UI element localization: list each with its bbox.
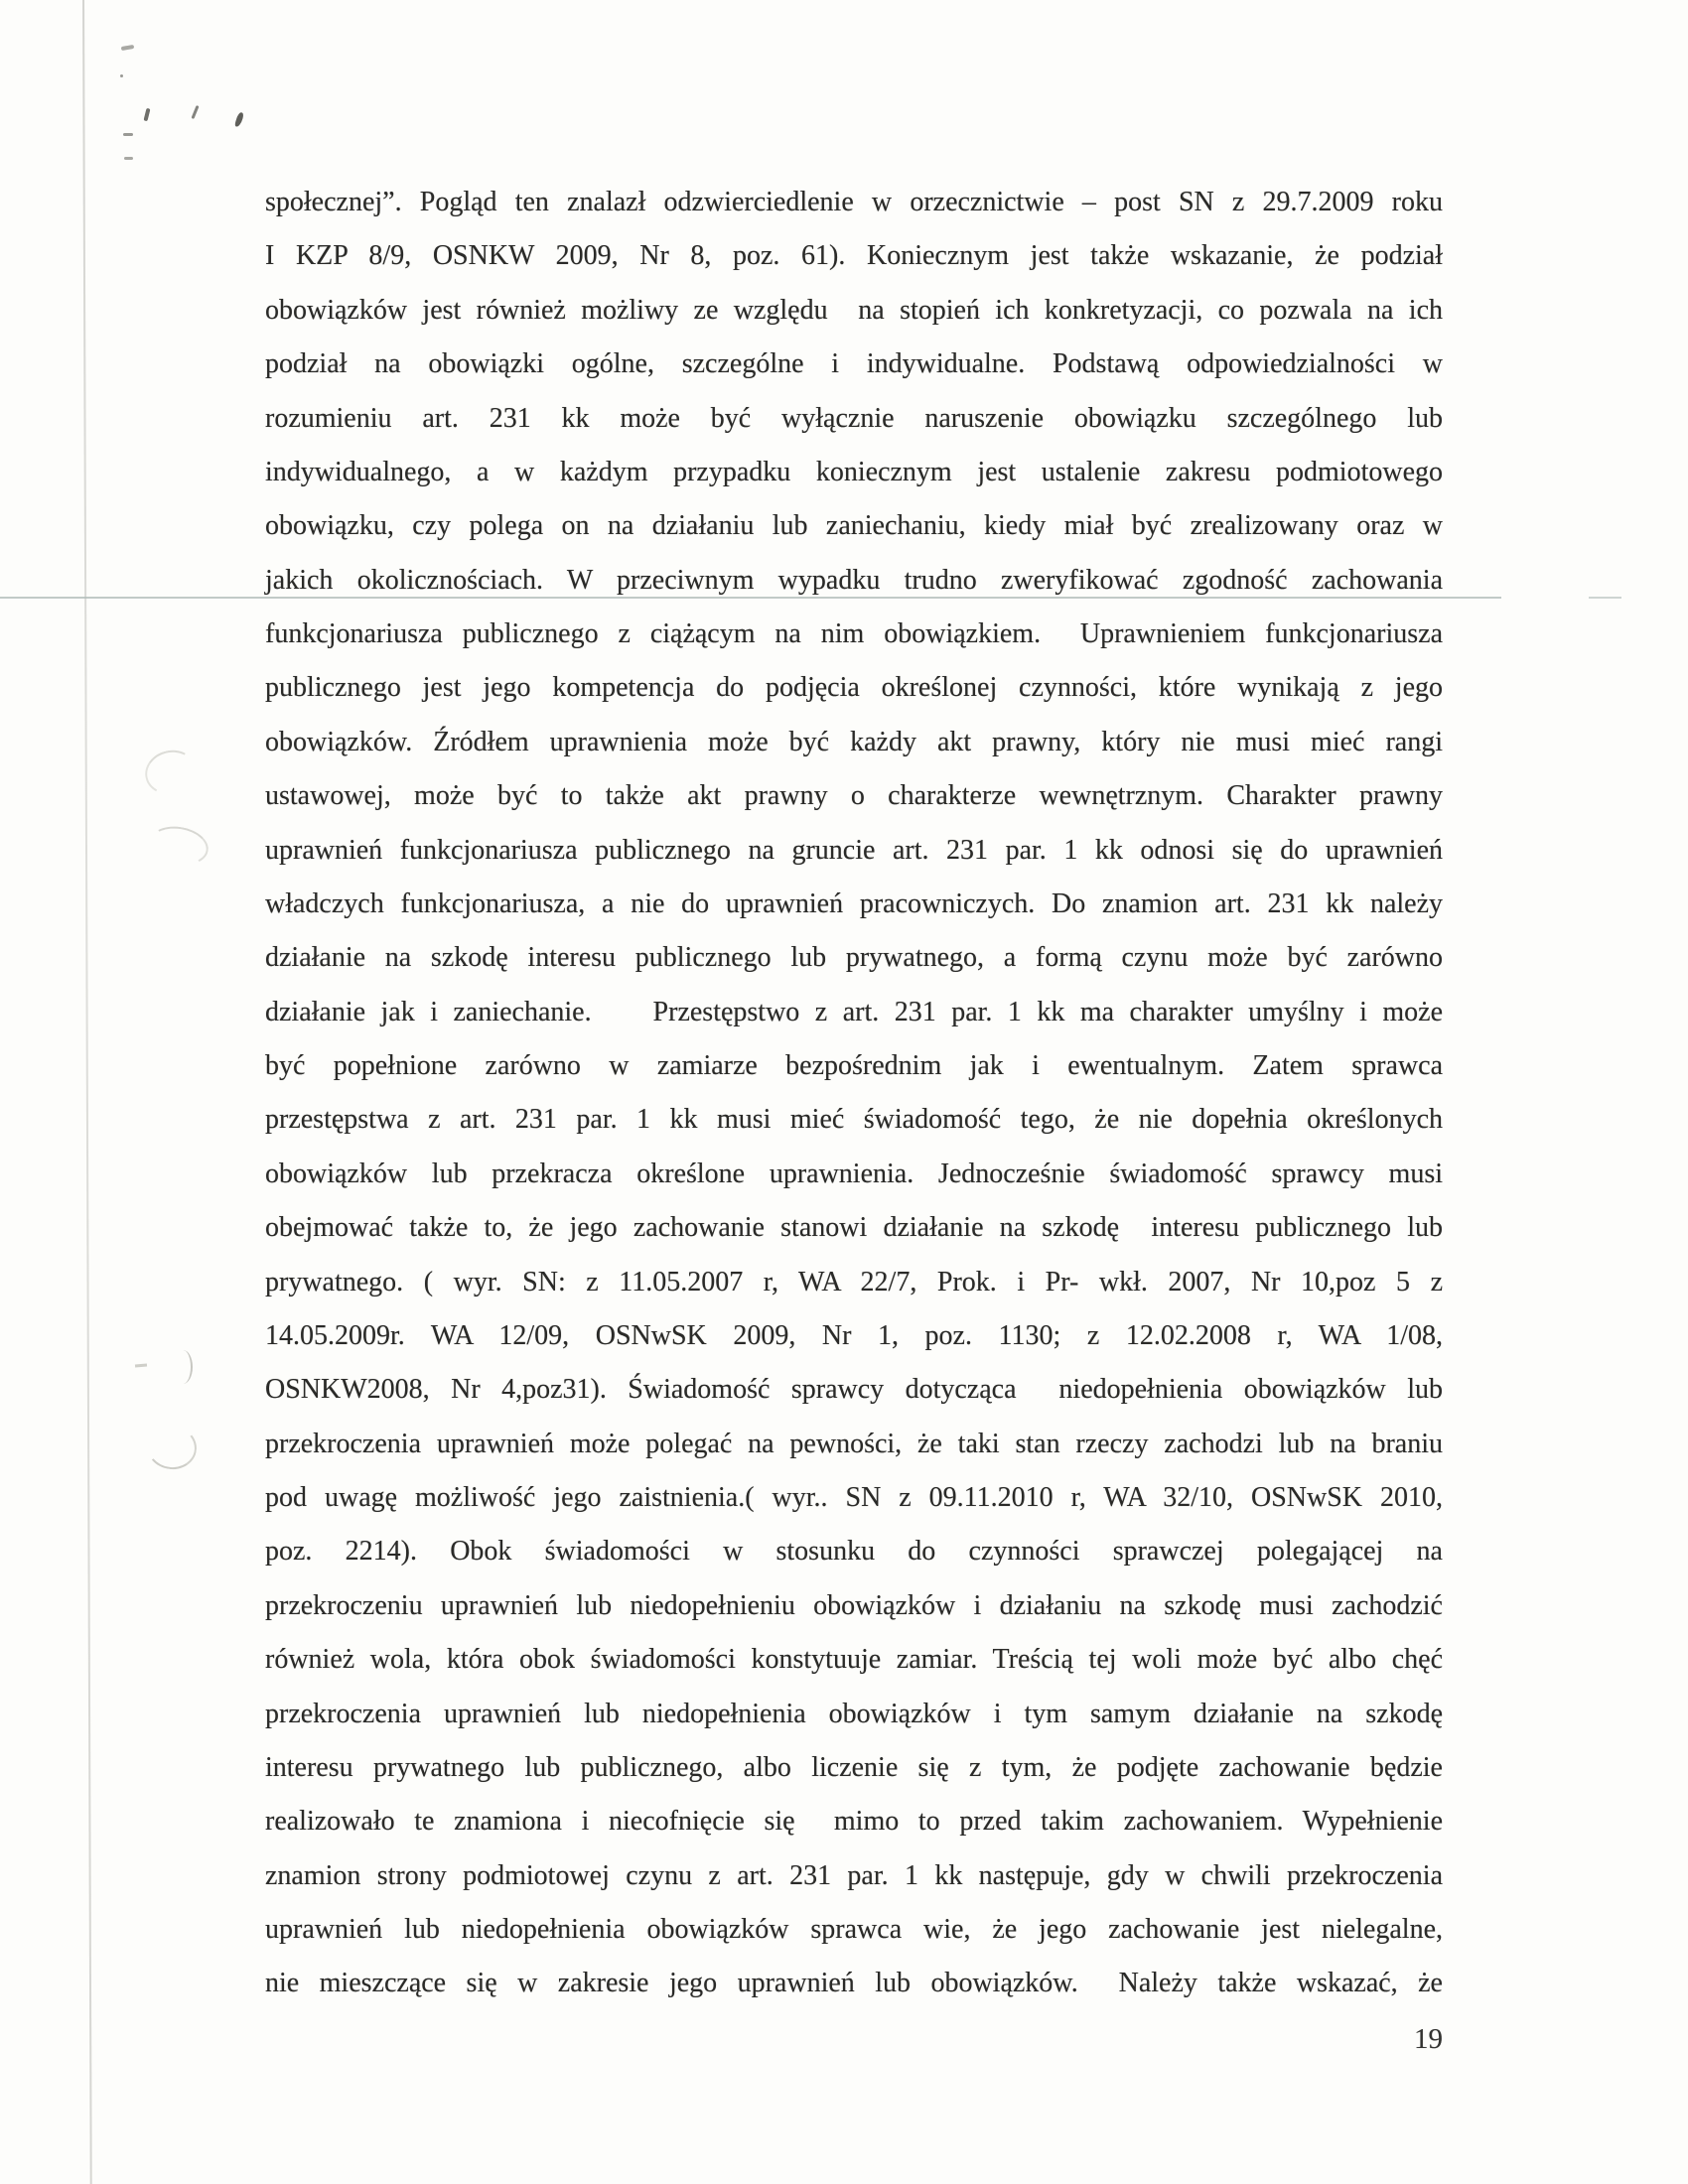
text-line: 14.05.2009r. WA 12/09, OSNwSK 2009, Nr 1, poz. 1130; z 12.02.2008 r, WA 1/08, <box>265 1319 1443 1351</box>
text-line: obowiązku, czy polega on na działaniu lub zaniechaniu, kiedy miał być zrealizowany oraz w <box>265 510 1443 542</box>
text-line: pod uwagę możliwość jego zaistnienia.( wyr.. SN z 09.11.2010 r, WA 32/10, OSNwSK 2010, <box>265 1482 1443 1513</box>
text-line: I KZP 8/9, OSNKW 2009, Nr 8, poz. 61). Koniecznym jest także wskazanie, że podział <box>265 240 1443 272</box>
text-line: być popełnione zarówno w zamiarze bezpośrednim jak i ewentualnym. Zatem sprawca <box>265 1050 1443 1081</box>
text-line: indywidualnego, a w każdym przypadku koniecznym jest ustalenie zakresu podmiotowego <box>265 456 1443 487</box>
text-line: nie mieszczące się w zakresie jego uprawnień lub obowiązków. Należy także wskazać, że <box>265 1968 1443 1999</box>
text-line: obejmować także to, że jego zachowanie stanowi działanie na szkodę interesu publicznego lub <box>265 1212 1443 1244</box>
speck-mark <box>191 105 199 119</box>
text-line: prywatnego. ( wyr. SN: z 11.05.2007 r, WA 22/7, Prok. i Pr- wkł. 2007, Nr 10,poz 5 z <box>265 1266 1443 1297</box>
speck-mark <box>120 74 123 77</box>
text-line: podział na obowiązki ogólne, szczególne i indywidualne. Podstawą odpowiedzialności w <box>265 348 1443 380</box>
text-line: funkcjonariusza publicznego z ciążącym na nim obowiązkiem. Uprawnieniem funkcjonariusza <box>265 618 1443 649</box>
text-line: przestępstwa z art. 231 par. 1 kk musi mieć świadomość tego, że nie dopełnia określonych <box>265 1104 1443 1136</box>
scan-artifact-pen-hook <box>144 1423 200 1473</box>
text-line: ustawowej, może być to także akt prawny o charakterze wewnętrznym. Charakter prawny <box>265 780 1443 812</box>
text-line: jakich okolicznościach. W przeciwnym wypadku trudno zweryfikować zgodność zachowania <box>265 564 1443 596</box>
speck-mark <box>143 108 150 122</box>
text-line: przekroczeniu uprawnień lub niedopełnieniu obowiązków i działaniu na szkodę musi zachodzić <box>265 1589 1443 1621</box>
scan-artifact-horizontal-rule-dash <box>1589 597 1621 599</box>
text-line: uprawnień lub niedopełnienia obowiązków sprawca wie, że jego zachowanie jest nielegalne, <box>265 1914 1443 1945</box>
scan-artifact-pen-curve <box>177 1350 193 1384</box>
speck-mark <box>234 111 244 127</box>
text-line: realizowało te znamiona i niecofnięcie się mimo to przed takim zachowaniem. Wypełnienie <box>265 1806 1443 1838</box>
page-number: 19 <box>1414 2023 1443 2055</box>
text-line: władczych funkcjonariusza, a nie do uprawnień pracowniczych. Do znamion art. 231 kk należy <box>265 887 1443 919</box>
text-line: działanie jak i zaniechanie. Przestępstwo z art. 231 par. 1 kk ma charakter umyślny i może <box>265 996 1443 1027</box>
text-line: obowiązków lub przekracza określone uprawnienia. Jednocześnie świadomość sprawcy musi <box>265 1158 1443 1189</box>
text-line: również wola, która obok świadomości konstytuuje zamiar. Treścią tej woli może być albo chęć <box>265 1644 1443 1676</box>
document-body-text <box>265 176 1443 2011</box>
speck-mark <box>123 133 133 136</box>
text-line: przekroczenia uprawnień lub niedopełnienia obowiązków i tym samym działanie na szkodę <box>265 1698 1443 1729</box>
text-line: OSNKW2008, Nr 4,poz31). Świadomość sprawcy dotycząca niedopełnienia obowiązków lub <box>265 1374 1443 1406</box>
speck-mark <box>124 157 133 160</box>
text-line: działanie na szkodę interesu publicznego lub prywatnego, a formą czynu może być zarówno <box>265 942 1443 974</box>
text-line: przekroczenia uprawnień może polegać na pewności, że taki stan rzeczy zachodzi lub na braniu <box>265 1428 1443 1459</box>
text-line: obowiązków. Źródłem uprawnienia może być każdy akt prawny, który nie musi mieć rangi <box>265 726 1443 757</box>
text-line: społecznej”. Pogląd ten znalazł odzwierciedlenie w orzecznictwie – post SN z 29.7.2009 roku <box>265 187 1443 217</box>
speck-mark <box>121 45 134 51</box>
scan-artifact-pen-arc-1 <box>140 745 201 799</box>
text-line: poz. 2214). Obok świadomości w stosunku do czynności sprawczej polegającej na <box>265 1536 1443 1568</box>
text-line: uprawnień funkcjonariusza publicznego na gruncie art. 231 par. 1 kk odnosi się do uprawnień <box>265 834 1443 866</box>
scan-artifact-pen-arc-2 <box>146 822 211 870</box>
text-line: interesu prywatnego lub publicznego, albo liczenie się z tym, że podjęte zachowanie będzie <box>265 1751 1443 1783</box>
scan-artifact-pen-dash <box>135 1363 147 1367</box>
text-line: znamion strony podmiotowej czynu z art. 231 par. 1 kk następuje, gdy w chwili przekroczenia <box>265 1859 1443 1891</box>
text-line: publicznego jest jego kompetencja do podjęcia określonej czynności, które wynikają z jego <box>265 672 1443 704</box>
scan-artifact-vertical-fold-line <box>82 0 92 2184</box>
text-line: rozumieniu art. 231 kk może być wyłącznie naruszenie obowiązku szczególnego lub <box>265 402 1443 434</box>
text-line: obowiązków jest również możliwy ze względu na stopień ich konkretyzacji, co pozwala na ich <box>265 294 1443 326</box>
